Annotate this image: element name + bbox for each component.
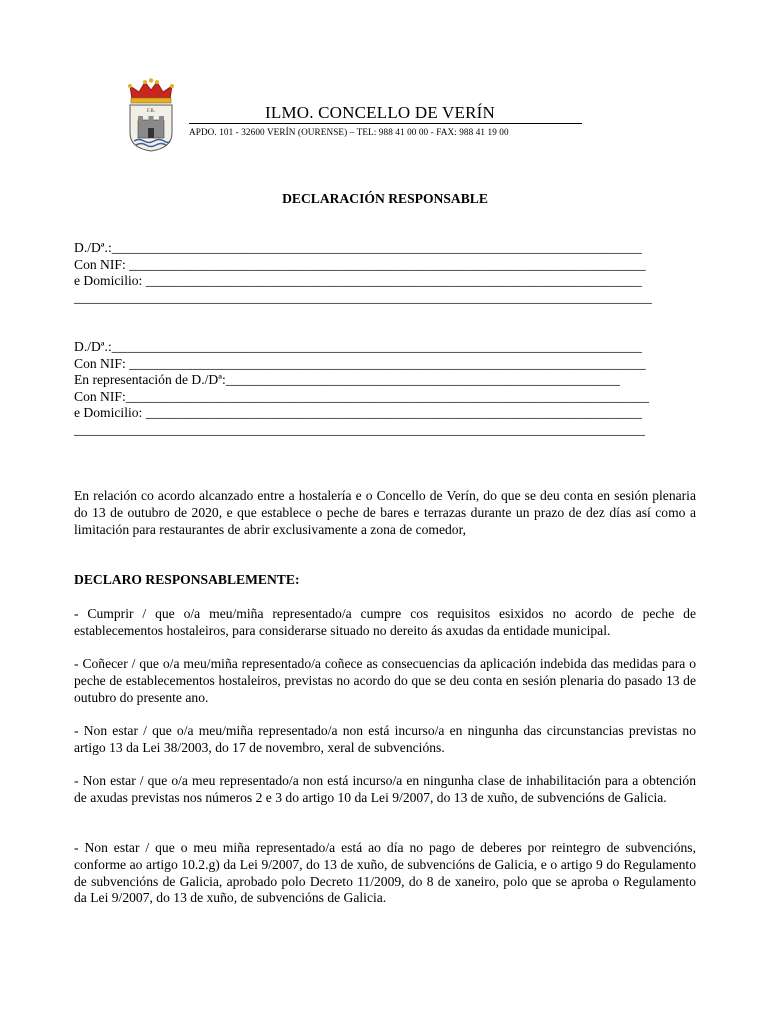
field-address: e Domicilio: _________________________________________________________________________ [74, 405, 642, 421]
field-address-cont: _____________________________________________________________________________________ [74, 289, 652, 305]
field-nif: Con NIF: ____________________________________________________________________________ [74, 355, 646, 371]
field-nif: Con NIF: ____________________________________________________________________________ [74, 256, 646, 272]
organization-contact: APDO. 101 - 32600 VERÍN (OURENSE) – TEL: 988 41 00 00 - FAX: 988 41 19 00 [189, 127, 509, 137]
header-divider [189, 123, 582, 124]
field-address: e Domicilio: _________________________________________________________________________ [74, 273, 642, 289]
document-title: DECLARACIÓN RESPONSABLE [282, 191, 488, 206]
field-address-cont: ____________________________________________________________________________________ [74, 421, 645, 437]
declaration-item-3: - Non estar / que o/a meu/miña representado/a non está incurso/a en ningunha das circunstancias previstas no artigo 13 da Lei 38/2003, do 17 de novembro, xeral de subvencións. [74, 723, 696, 755]
declaration-item-4: - Non estar / que o/a meu representado/a non está incurso/a en ningunha clase de inhabilitación para a obtención de axudas previstas nos números 2 e 3 do artigo 10 da Lei 9/2007, do 13 de xuño, de subvencións de Galicia. [74, 773, 696, 805]
declaration-item-1: - Cumprir / que o/a meu/miña representado/a cumpre cos requisitos esixidos no acordo de peche de establecementos hostaleiros, para considerarse situado no dereito ás axudas da entidade municipal. [74, 606, 696, 638]
declaration-heading: DECLARO RESPONSABLEMENTE: [74, 572, 300, 587]
field-name: D./Dª.:______________________________________________________________________________ [74, 339, 642, 354]
field-represented-nif: Con NIF:_____________________________________________________________________________ [74, 388, 650, 404]
field-name: D./Dª.:______________________________________________________________________________ [74, 240, 642, 255]
declaration-item-5: - Non estar / que o meu miña representado/a está ao día no pago de deberes por reintegro de subvencións, conforme ao artigo 10.2.g) da Lei 9/2007, do 13 de xuño, de subvencións de Galicia, e o artigo 9 do Regulamento de subvencións de Galicia, aprobado polo Decreto 11/2009, do 8 de xaneiro, polo que se aproba o Regulamento da Lei 9/2007, do 13 de xuño, de subvencións de Galicia. [74, 840, 696, 906]
field-represented: En representación de D./Dª:__________________________________________________________ [74, 372, 620, 388]
crest-text: F.R. [146, 109, 156, 114]
organization-name: ILMO. CONCELLO DE VERÍN [265, 103, 495, 122]
declarant-fields [74, 240, 696, 306]
declaration-item-2: - Coñecer / que o/a meu/miña representado/a coñece as consecuencias da aplicación indebida das medidas para o peche de establecementos hostaleiros, previstas no acordo do que se deu conta en sesión plenaria do pasado 13 de outubro do presente ano. [74, 656, 696, 705]
intro-paragraph: En relación co acordo alcanzado entre a hostalería e o Concello de Verín, do que se deu conta en sesión plenaria do 13 de outubro de 2020, e que establece o peche de bares e terrazas durante un prazo de dez días así como a limitación para restaurantes de abrir exclusivamente a zona de comedor, [74, 488, 696, 537]
representative-fields [74, 339, 696, 439]
coat-of-arms-icon [126, 78, 176, 152]
